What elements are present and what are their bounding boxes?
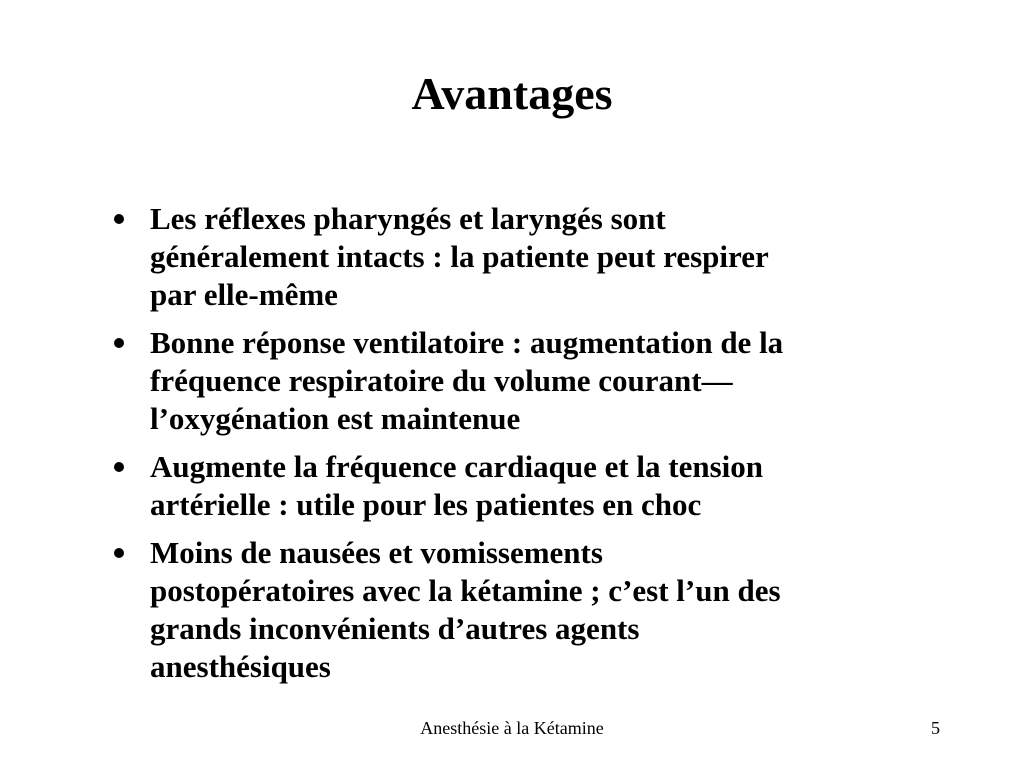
bullet-text-line: l’oxygénation est maintenue bbox=[150, 401, 521, 436]
bullet-text-line: anesthésiques bbox=[150, 649, 331, 684]
bullet-dot-icon bbox=[114, 548, 124, 558]
bullet-text-line: Les réflexes pharyngés et laryngés sont bbox=[150, 201, 666, 236]
bullet-dot-icon bbox=[114, 214, 124, 224]
bullet-text-line: grands inconvénients d’autres agents bbox=[150, 611, 640, 646]
bullet-item bbox=[150, 200, 920, 314]
bullet-text-line: Moins de nausées et vomissements bbox=[150, 535, 603, 570]
page-number: 5 bbox=[931, 718, 940, 738]
bullet-dot-icon bbox=[114, 338, 124, 348]
bullet-list bbox=[150, 200, 920, 696]
slide-title: Avantages bbox=[411, 68, 613, 119]
bullet-text-line: artérielle : utile pour les patientes en choc bbox=[150, 487, 702, 522]
bullet-text-line: Bonne réponse ventilatoire : augmentation de la bbox=[150, 325, 784, 360]
bullet-text-line: Augmente la fréquence cardiaque et la tension bbox=[150, 449, 764, 484]
footer-title: Anesthésie à la Kétamine bbox=[420, 718, 604, 738]
bullet-item bbox=[150, 534, 920, 686]
bullet-dot-icon bbox=[114, 462, 124, 472]
bullet-text-line: postopératoires avec la kétamine ; c’est l’un des bbox=[150, 573, 781, 608]
bullet-item bbox=[150, 448, 920, 524]
bullet-item bbox=[150, 324, 920, 438]
bullet-text-line: fréquence respiratoire du volume courant— bbox=[150, 363, 733, 398]
bullet-text-line: généralement intacts : la patiente peut respirer bbox=[150, 239, 769, 274]
bullet-text-line: par elle-même bbox=[150, 277, 338, 312]
